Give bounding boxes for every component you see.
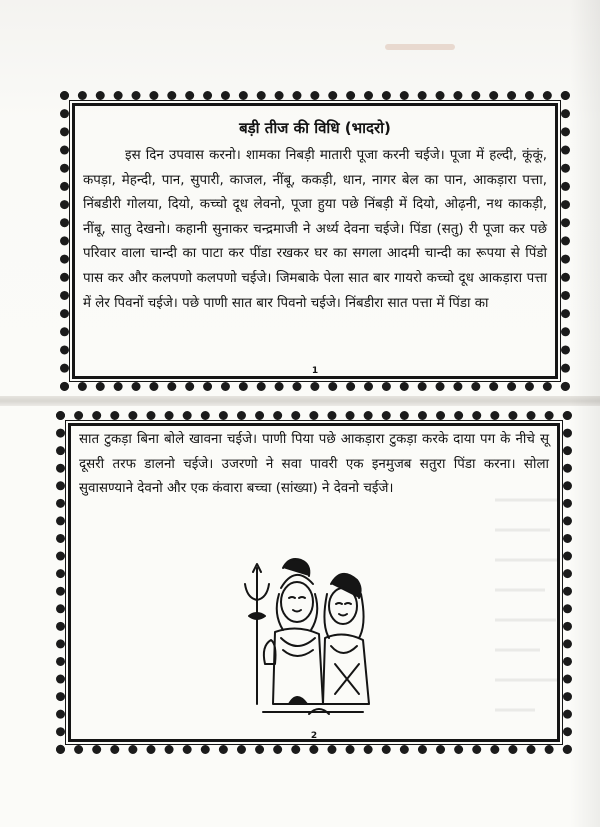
book-spine-shadow <box>570 0 600 827</box>
page-fold <box>0 396 600 406</box>
shiva-parvati-illustration <box>239 554 377 724</box>
page-1-body-text: इस दिन उपवास करनो। शामका निबड़ी मातारी पूजा करनी चईजे। पूजा में हल्दी, कूंकूं, कपड़ा, मेहन्दी, पान, सुपारी, काजल, नींबू, ककड़ी, धान, नागर बेल का पान, आकड़ारा पत्ता, निंबडीरी गोलया, दियो, कच्चो दूध लेवनो, पूजा हुया पछे निंबड़ी में दियो, ओढ़नी, नथ काकड़ी, नींबू, सातु देखनो। कहानी सुनाकर चन्द्रमाजी ने अर्ध्य देवना चईजे। पिंडा (सतु) री पूजा कर पछे परिवार वाला चान्दी का पाटा कर पींडा रखकर घर का सगला आदमी चान्दी का रूपया से पिंडो पास कर और कलपणो कलपणो चईजे। जिमबाके पेला सात बार गायरो कच्चो दूध आकड़ारा पत्ता में लेर पिवनों चईजे। पछे पाणी सात बार पिवनो चईजे। निंबडीरा सात पत्ता में पिंडा का <box>83 148 547 311</box>
page-title: बड़ी तीज की विधि (भादरो) <box>239 119 391 137</box>
page-2-border-frame <box>68 423 560 742</box>
page-number-2: 2 <box>310 731 318 741</box>
paper-stain <box>385 44 455 50</box>
page-1-border-frame <box>72 103 558 379</box>
page-2-body-text: सात टुकड़ा बिना बोले खावना चईजे। पाणी पिया पछे आकड़ारा टुकड़ा करके दाया पग के नीचे सू दूसरी तरफ डालनो चईजे। उजरणो ने सवा पावरी एक इनमुजब सतुरा पिंडा करना। सोला सुवासण्याने देवनो और एक कंवारा बच्चा (सांख्या) ने देवनो चईजे। <box>79 432 549 497</box>
page-number-1: 1 <box>311 366 319 376</box>
